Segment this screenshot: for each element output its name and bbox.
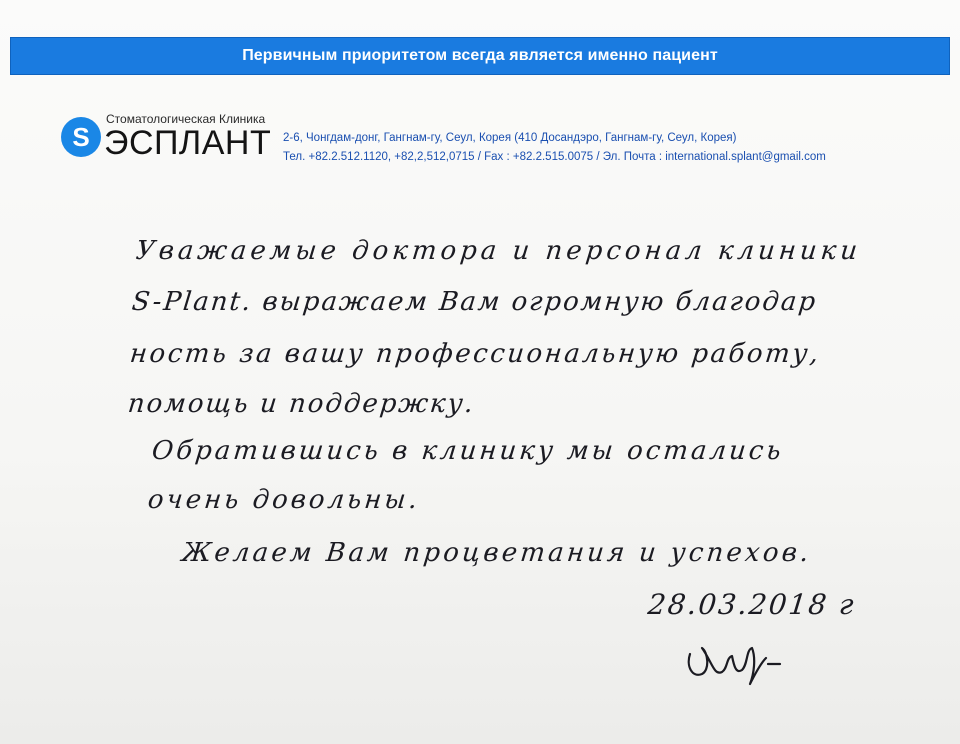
clinic-address: 2-6, Чонгдам-донг, Гангнам-гу, Сеул, Корея (410 Досандэро, Гангнам-гу, Сеул, Корея) (283, 132, 737, 144)
letter-line-6: очень довольны. (146, 485, 422, 515)
clinic-contacts: Тел. +82.2.512.1120, +82,2,512,0715 / Fax : +82.2.515.0075 / Эл. Почта : international.splant@gmail.com (283, 151, 826, 163)
logo-letter: S (72, 122, 90, 152)
handwritten-signature (682, 632, 792, 692)
splant-logo-icon (60, 116, 102, 158)
letter-line-7: Желаем Вам процветания и успехов. (180, 538, 814, 568)
letter-line-1: Уважаемые доктора и персонал клиники (134, 236, 863, 266)
letter-line-5: Обратившись в клинику мы остались (150, 436, 786, 466)
motto-text: Первичным приоритетом всегда является именно пациент (242, 47, 718, 64)
clinic-subtitle: Стоматологическая Клиника (106, 112, 266, 126)
motto-banner (10, 37, 950, 75)
letter-line-4: помощь и поддержку. (126, 389, 477, 419)
clinic-name: ЭСПЛАНТ (104, 124, 272, 162)
letter-date: 28.03.2018 г (646, 588, 858, 621)
letter-line-2: S-Plant. выражаем Вам огромную благодар (130, 287, 819, 317)
letter-line-3: ность за вашу профессиональную работу, (128, 339, 823, 369)
